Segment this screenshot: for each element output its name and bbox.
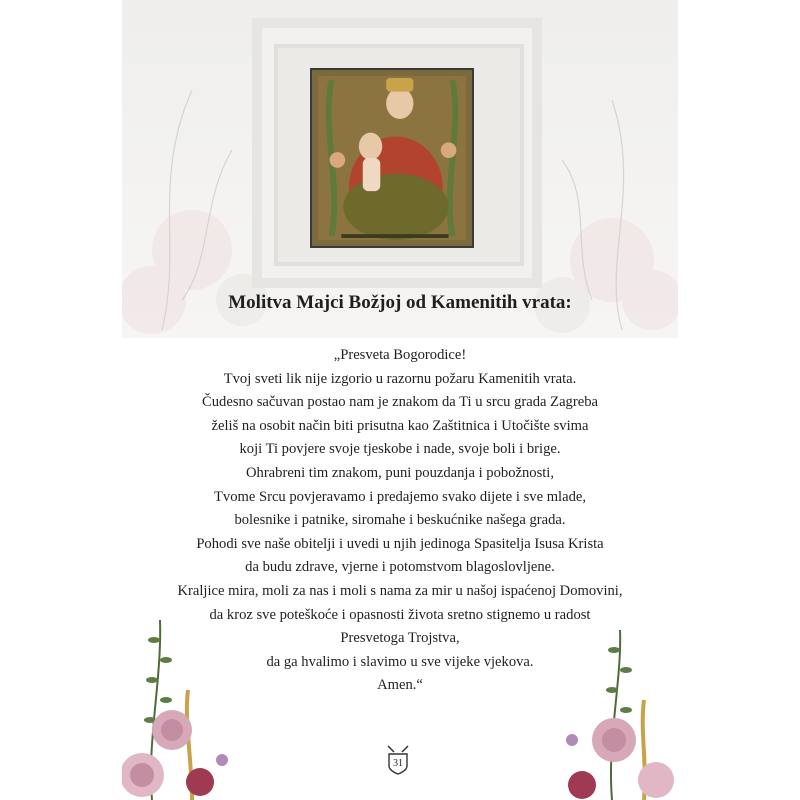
prayer-line: Čudesno sačuvan postao nam je znakom da Ti u srcu grada Zagreba [202, 394, 598, 411]
prayer-line: Tvome Srcu povjeravamo i predajemo svako dijete i sve mlade, [213, 488, 587, 505]
prayer-line: koji Ti povjere svoje tjeskobe i nade, svoje boli i brige. [239, 441, 561, 458]
prayer-line: Amen.“ [377, 677, 423, 694]
prayer-line: da ga hvalimo i slavimo u sve vijeke vjekova. [266, 653, 534, 670]
document-page [122, 0, 678, 800]
prayer-line: Presvetoga Trojstva, [340, 630, 460, 647]
prayer-line: Ohrabreni tim znakom, puni pouzdanja i pobožnosti, [245, 464, 555, 481]
prayer-line: Pohodi sve naše obitelji i uvedi u njih jedinoga Spasitelja Isusa Krista [196, 535, 604, 552]
prayer-line: da budu zdrave, vjerne i potomstvom blagoslovljene. [245, 559, 555, 576]
page-number: 31 [393, 758, 403, 769]
prayer-line: da kroz sve poteškoće i opasnosti života sretno stignemo u radost [209, 606, 591, 623]
prayer-line: Tvoj sveti lik nije izgorio u razornu požaru Kamenitih vrata. [223, 370, 577, 387]
prayer-title: Molitva Majci Božjoj od Kamenitih vrata: [228, 292, 572, 313]
prayer-line: bolesnike i patnike, siromahe i beskućnike našega grada. [234, 512, 566, 529]
prayer-line: „Presveta Bogorodice! [333, 347, 467, 363]
floral-decoration-right [552, 620, 678, 800]
prayer-line: Kraljice mira, moli za nas i moli s nama za mir u našoj ispaćenoj Domovini, [177, 582, 623, 599]
prayer-line: želiš na osobit način biti prisutna kao Zaštitnica i Utočište svima [211, 417, 589, 434]
madonna-icon-painting [310, 68, 474, 248]
floral-decoration-left [122, 600, 252, 800]
